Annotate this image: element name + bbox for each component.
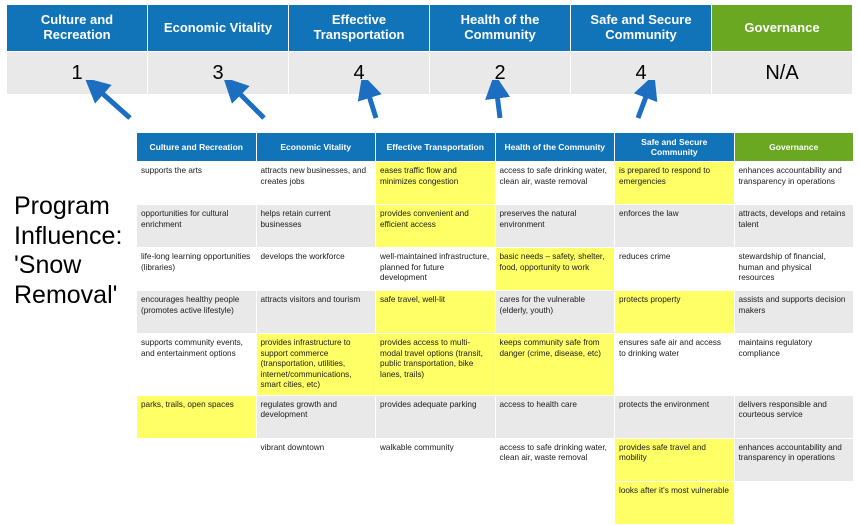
scorecard-header-governance: Governance	[712, 5, 853, 52]
matrix-cell: attracts new businesses, and creates jobs	[256, 162, 376, 205]
matrix-header-culture: Culture and Recreation	[137, 133, 257, 162]
matrix-cell: ensures safe air and access to drinking water	[615, 334, 735, 396]
matrix-header-health: Health of the Community	[495, 133, 615, 162]
scorecard-score-governance: N/A	[712, 52, 853, 95]
matrix-cell: life-long learning opportunities (libraries)	[137, 248, 257, 291]
arrow-health	[496, 86, 500, 118]
arrow-transportation	[366, 86, 376, 118]
arrow-culture	[94, 86, 130, 118]
matrix-cell	[137, 481, 257, 524]
matrix-cell: protects property	[615, 291, 735, 334]
scorecard-score-safe: 4	[571, 52, 712, 95]
matrix-cell: provides safe travel and mobility	[615, 438, 735, 481]
matrix-header-safe: Safe and Secure Community	[615, 133, 735, 162]
matrix-cell: safe travel, well-lit	[376, 291, 496, 334]
matrix-cell: regulates growth and development	[256, 395, 376, 438]
matrix-cell: provides adequate parking	[376, 395, 496, 438]
matrix-body	[137, 162, 854, 525]
matrix-cell: maintains regulatory compliance	[734, 334, 854, 396]
influence-matrix	[136, 132, 854, 525]
matrix-cell: supports the arts	[137, 162, 257, 205]
matrix-cell: protects the environment	[615, 395, 735, 438]
matrix-cell: encourages healthy people (promotes active lifestyle)	[137, 291, 257, 334]
arrow-group	[0, 80, 859, 132]
scorecard-header-health: Health of the Community	[430, 5, 571, 52]
table-row	[137, 438, 854, 481]
matrix-cell: access to health care	[495, 395, 615, 438]
matrix-cell: develops the workforce	[256, 248, 376, 291]
matrix-cell: access to safe drinking water, clean air, waste removal	[495, 162, 615, 205]
scorecard-header-culture: Culture and Recreation	[7, 5, 148, 52]
table-row	[137, 481, 854, 524]
scorecard-header-row	[7, 5, 853, 52]
matrix-cell: opportunities for cultural enrichment	[137, 205, 257, 248]
matrix-cell: attracts visitors and tourism	[256, 291, 376, 334]
matrix-cell: keeps community safe from danger (crime, disease, etc)	[495, 334, 615, 396]
scorecard-header-transportation: Effective Transportation	[289, 5, 430, 52]
arrow-economic	[232, 86, 264, 118]
matrix-cell: eases traffic flow and minimizes congestion	[376, 162, 496, 205]
matrix-cell	[495, 481, 615, 524]
matrix-cell: basic needs – safety, shelter, food, opportunity to work	[495, 248, 615, 291]
scorecard-score-economic: 3	[148, 52, 289, 95]
matrix-cell: enforces the law	[615, 205, 735, 248]
arrow-safe	[638, 86, 650, 118]
matrix-cell: looks after it's most vulnerable	[615, 481, 735, 524]
matrix-cell: is prepared to respond to emergencies	[615, 162, 735, 205]
matrix-cell: parks, trails, open spaces	[137, 395, 257, 438]
scorecard-header-safe: Safe and Secure Community	[571, 5, 712, 52]
matrix-cell: delivers responsible and courteous service	[734, 395, 854, 438]
matrix-cell: well-maintained infrastructure, planned for future development	[376, 248, 496, 291]
matrix-cell: access to safe drinking water, clean air, waste removal	[495, 438, 615, 481]
matrix-cell	[734, 481, 854, 524]
table-row	[137, 248, 854, 291]
matrix-cell: cares for the vulnerable (elderly, youth)	[495, 291, 615, 334]
table-row	[137, 334, 854, 396]
matrix-cell: supports community events, and entertainment options	[137, 334, 257, 396]
table-row	[137, 205, 854, 248]
table-row	[137, 162, 854, 205]
matrix-header-row	[137, 133, 854, 162]
scorecard-score-culture: 1	[7, 52, 148, 95]
matrix-header-transportation: Effective Transportation	[376, 133, 496, 162]
scorecard-header-economic: Economic Vitality	[148, 5, 289, 52]
matrix-cell: vibrant downtown	[256, 438, 376, 481]
table-row	[137, 291, 854, 334]
matrix-header-economic: Economic Vitality	[256, 133, 376, 162]
matrix-cell: enhances accountability and transparency in operations	[734, 438, 854, 481]
influence-matrix-grid	[136, 132, 854, 525]
matrix-cell: provides infrastructure to support commerce (transportation, utilities, internet/communications, smart cities, etc)	[256, 334, 376, 396]
matrix-cell: attracts, develops and retains talent	[734, 205, 854, 248]
matrix-cell	[376, 481, 496, 524]
matrix-cell: stewardship of financial, human and physical resources	[734, 248, 854, 291]
matrix-cell	[137, 438, 257, 481]
matrix-cell: preserves the natural environment	[495, 205, 615, 248]
program-influence-label: Program Influence: 'Snow Removal'	[14, 192, 123, 309]
matrix-cell: walkable community	[376, 438, 496, 481]
scorecard-score-transportation: 4	[289, 52, 430, 95]
matrix-cell: reduces crime	[615, 248, 735, 291]
matrix-cell: assists and supports decision makers	[734, 291, 854, 334]
scorecard-score-health: 2	[430, 52, 571, 95]
matrix-cell: provides convenient and efficient access	[376, 205, 496, 248]
table-row	[137, 395, 854, 438]
matrix-header-governance: Governance	[734, 133, 854, 162]
matrix-cell: provides access to multi-modal travel options (transit, public transportation, bike lanes, trails)	[376, 334, 496, 396]
matrix-cell: enhances accountability and transparency in operations	[734, 162, 854, 205]
matrix-cell	[256, 481, 376, 524]
matrix-cell: helps retain current businesses	[256, 205, 376, 248]
